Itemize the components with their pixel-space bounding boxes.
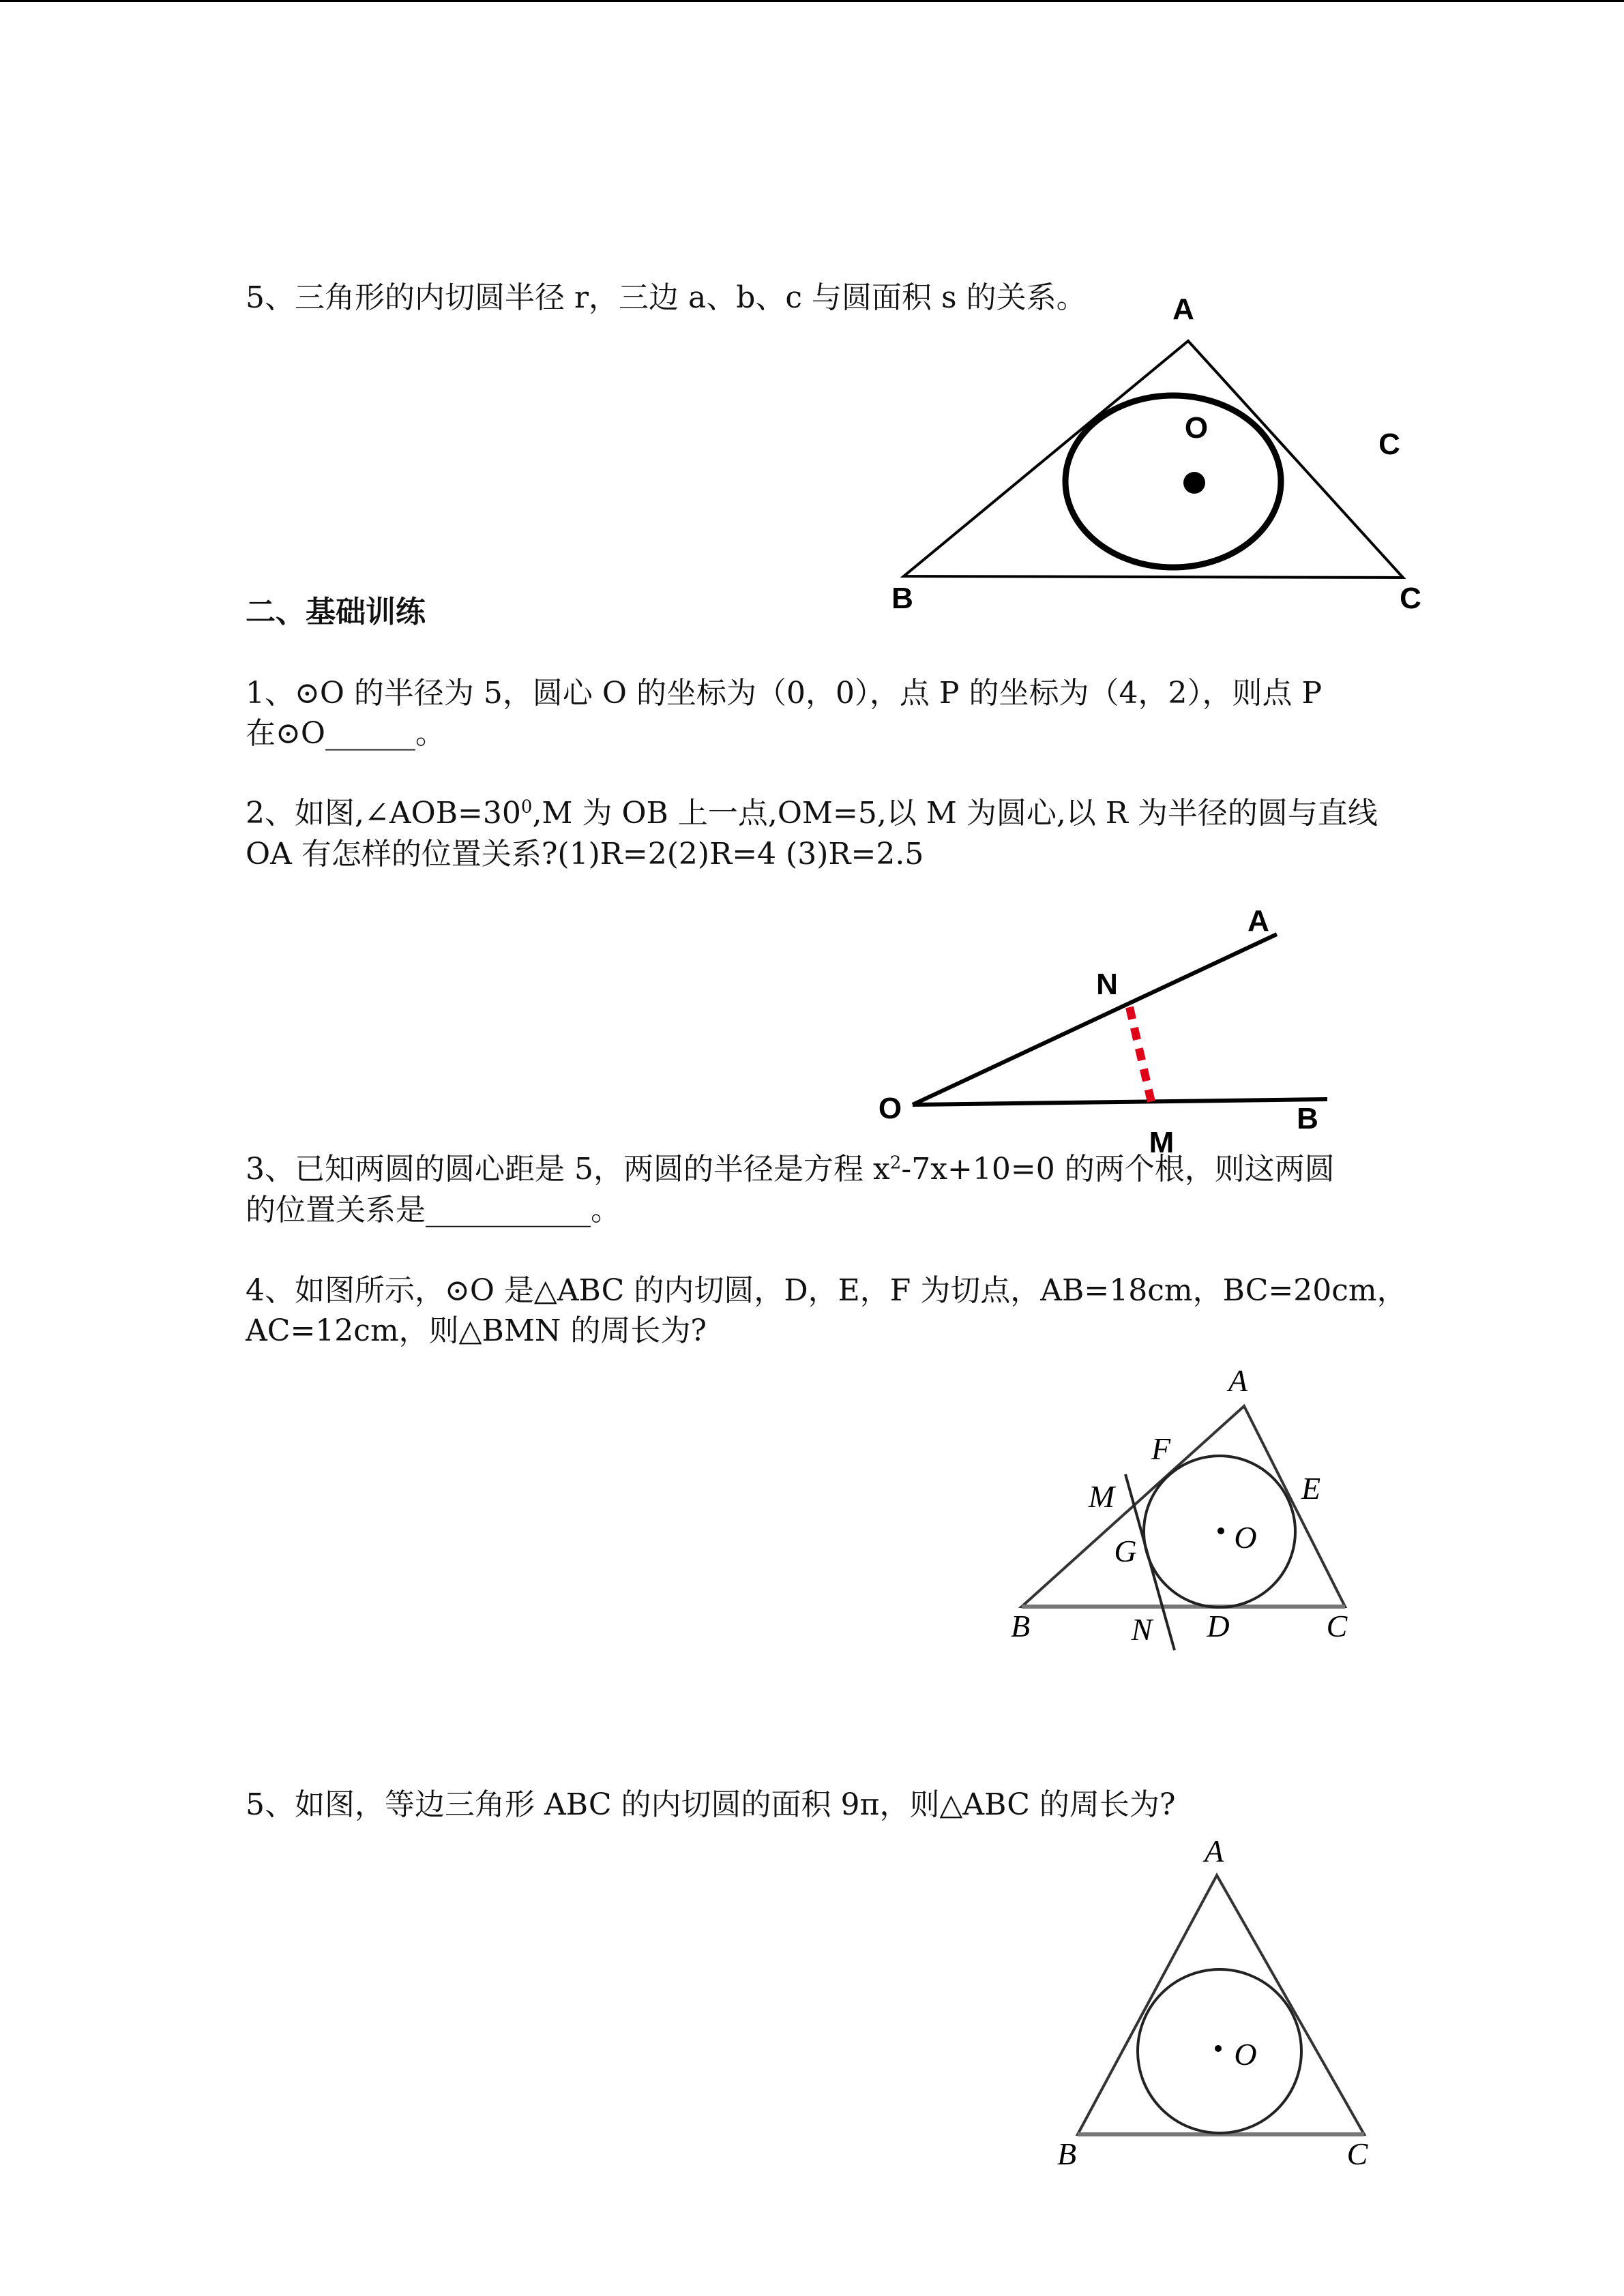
- q3-line1: [246, 1148, 1335, 1191]
- label-d4: D: [1207, 1609, 1230, 1643]
- label-n2: N: [1096, 968, 1118, 1001]
- q2-line2: OA 有怎样的位置关系?(1)R=2(2)R=4 (3)R=2.5: [246, 837, 924, 871]
- q5-line: 5、如图，等边三角形 ABC 的内切圆的面积 9π，则△ABC 的周长为?: [246, 1787, 1176, 1822]
- label-b5: B: [1057, 2136, 1077, 2171]
- label-b: B: [891, 582, 913, 615]
- q2-line1: [246, 792, 1378, 835]
- q4-line1: 4、如图所示，⊙O 是△ABC 的内切圆，D，E，F 为切点，AB=18cm，BC=20cm，: [246, 1273, 1407, 1308]
- ray-oa: [913, 934, 1277, 1105]
- label-b4: B: [1010, 1609, 1031, 1643]
- perpendicular-nm: [1130, 1007, 1151, 1102]
- page-top-border: [0, 0, 1624, 2]
- q2-text-a: 2、如图,∠AOB=30: [246, 796, 521, 831]
- q3-line2: 的位置关系是___________。: [246, 1193, 621, 1227]
- figure-triangle-bmn: [996, 1357, 1378, 1664]
- incircle: [1065, 396, 1281, 567]
- center-dot5: [1215, 2045, 1222, 2052]
- label-c4: C: [1326, 1609, 1348, 1643]
- label-a: A: [1172, 293, 1194, 326]
- label-o: O: [1184, 411, 1209, 445]
- q1-line2: 在⊙O______。: [246, 716, 445, 751]
- label-a4: A: [1228, 1363, 1248, 1398]
- q1-line1: 1、⊙O 的半径为 5，圆心 O 的坐标为（0，0），点 P 的坐标为（4，2），则点 P: [246, 676, 1323, 711]
- label-c: C: [1400, 582, 1421, 615]
- center-dot4: [1217, 1527, 1224, 1534]
- center-dot: [1183, 472, 1205, 494]
- label-c-side: C: [1378, 428, 1400, 461]
- triangle-abc5: [1078, 1875, 1364, 2134]
- label-o4: O: [1234, 1520, 1257, 1555]
- q3-text-b: -7x+10=0 的两个根，则这两圆: [901, 1152, 1335, 1187]
- label-a2: A: [1247, 904, 1269, 938]
- figure-incircle-triangle: [873, 286, 1446, 621]
- q2-text-b: ,M 为 OB 上一点,OM=5,以 M 为圆心,以 R 为半径的圆与直线: [532, 796, 1378, 831]
- label-e4: E: [1301, 1471, 1321, 1506]
- figure-angle-aob: [859, 900, 1350, 1166]
- q4-line2: AC=12cm，则△BMN 的周长为?: [246, 1313, 707, 1348]
- ray-ob: [913, 1099, 1327, 1105]
- label-n4: N: [1131, 1612, 1153, 1647]
- label-m2: M: [1149, 1126, 1175, 1159]
- figure-equilateral-incircle: [1037, 1828, 1419, 2182]
- triangle-abc: [904, 341, 1403, 578]
- label-b2: B: [1297, 1102, 1318, 1135]
- label-c5: C: [1346, 2136, 1368, 2171]
- label-o2: O: [878, 1092, 902, 1125]
- q3-superscript: 2: [889, 1152, 902, 1174]
- q3-text-a: 3、已知两圆的圆心距是 5，两圆的半径是方程 x: [246, 1152, 890, 1187]
- triangle-abc4: [1022, 1406, 1345, 1607]
- label-m4: M: [1088, 1479, 1115, 1514]
- section-heading: 二、基础训练: [246, 595, 426, 629]
- q2-superscript: 0: [520, 796, 533, 818]
- label-o5: O: [1234, 2037, 1257, 2072]
- label-g4: G: [1114, 1534, 1137, 1568]
- question-5-intro: 5、三角形的内切圆半径 r，三边 a、b、c 与圆面积 s 的关系。: [246, 280, 1087, 315]
- label-f4: F: [1151, 1431, 1171, 1466]
- label-a5: A: [1204, 1834, 1224, 1868]
